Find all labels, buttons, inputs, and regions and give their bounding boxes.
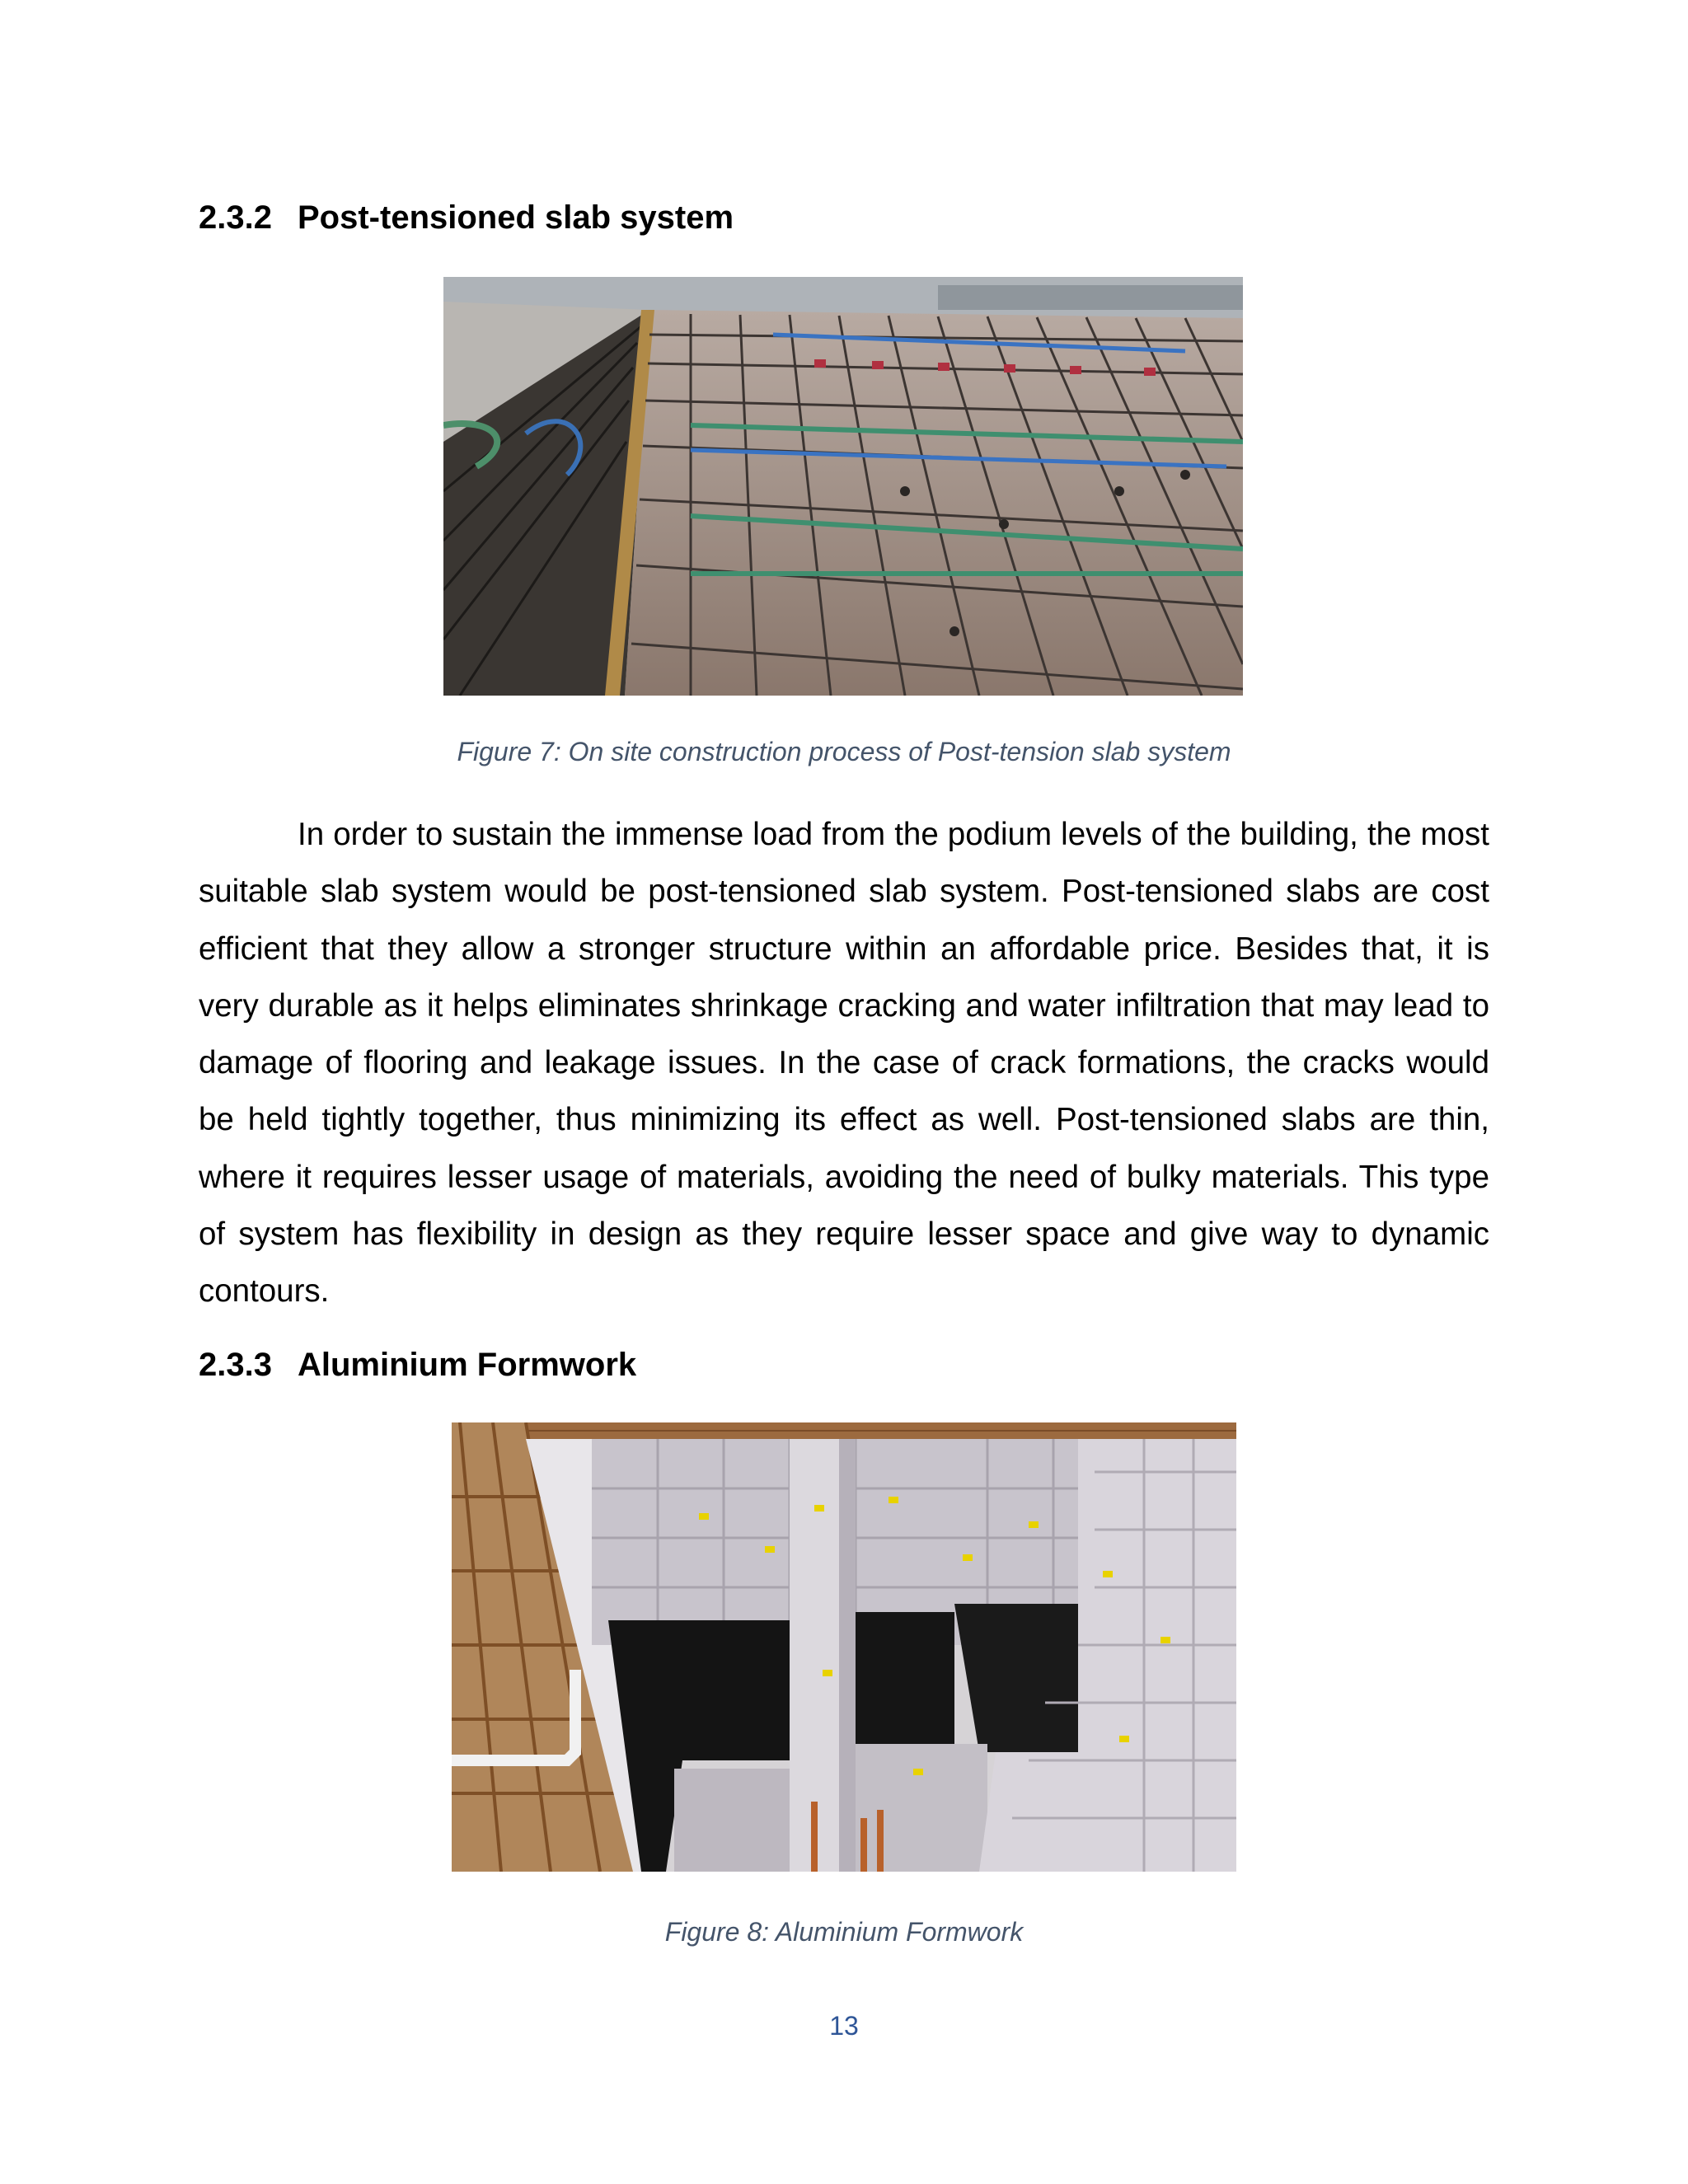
section-heading-2-3-3 (199, 1345, 636, 1385)
figure-8-aluminium-formwork-photo (452, 1422, 1236, 1872)
section-title: Aluminium Formwork (298, 1347, 637, 1383)
section-heading-2-3-2 (199, 198, 734, 237)
section-number: 2.3.3 (199, 1347, 272, 1383)
figure-7-post-tension-slab-photo (443, 277, 1243, 696)
post-tension-slab-illustration (443, 277, 1243, 696)
page-number: 13 (829, 2011, 859, 2041)
body-paragraph: In order to sustain the immense load from the podium levels of the building, the most suitable slab system would be post-tensioned slab system. Post-tensioned slabs are cost efficient that they allow a stronger structure within an affordable price. Besides that, it is very durable as it helps eliminates shrinkage cracking and water infiltration that may lead to damage of flooring and leakage issues. In the case of crack formations, the cracks would be held tightly together, thus minimizing its effect as well. Post-tensioned slabs are thin, where it requires lesser usage of materials, avoiding the need of bulky materials. This type of system has flexibility in design as they require lesser space and give way to dynamic contours. (199, 817, 1489, 1310)
aluminium-formwork-illustration (452, 1422, 1236, 1872)
figure-8-caption: Figure 8: Aluminium Formwork (664, 1917, 1024, 1947)
figure-7-caption: Figure 7: On site construction process of Post-tension slab system (457, 737, 1231, 766)
section-title: Post-tensioned slab system (298, 199, 734, 236)
section-number: 2.3.2 (199, 199, 272, 236)
